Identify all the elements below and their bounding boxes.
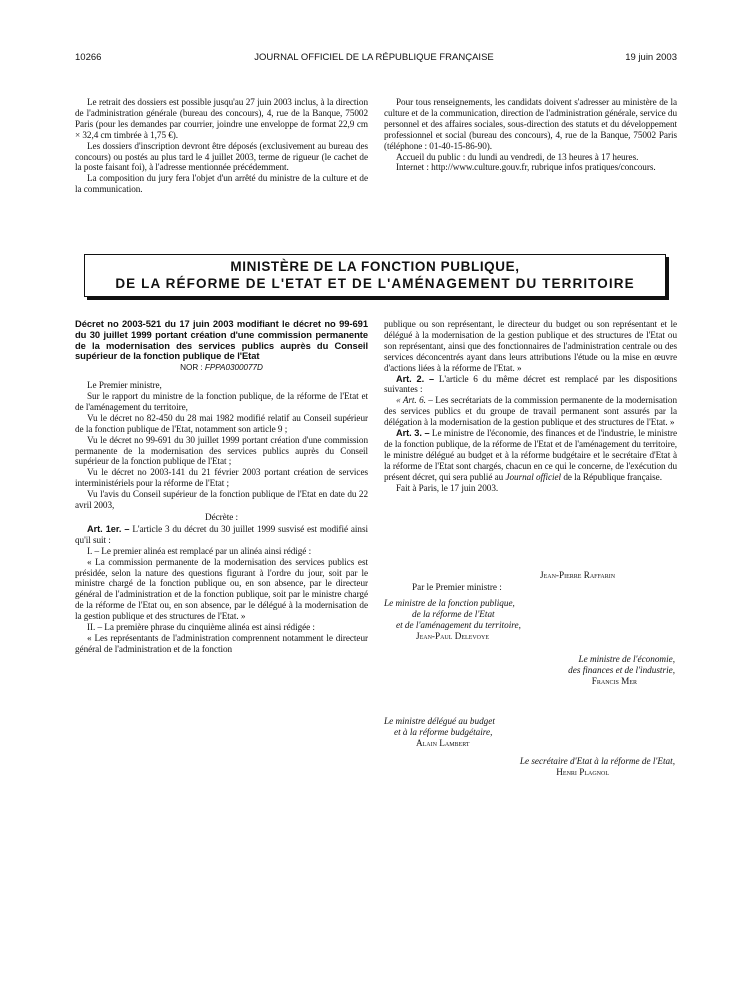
paragraph: Le retrait des dossiers est possible jusqu'au 27 juin 2003 inclus, à la direction de l'administration générale (bureau des concours), 4, rue de la Banque, 75002 Paris (pour les demandes par courrier, joindre une enveloppe de format 22,9 cm × 32,4 cm timbrée à 1,75 €). [75,97,368,140]
paragraph: La composition du jury fera l'objet d'un arrêté du ministre de la culture et de la communication. [75,173,368,195]
nor-label: NOR : [180,363,203,373]
paragraph: Internet : http://www.culture.gouv.fr, rubrique infos pratiques/concours. [396,162,656,173]
issue-date: 19 juin 2003 [625,52,677,63]
article-2-label: Art. 2. – [396,373,435,384]
signature-block-fonction-publique [384,598,521,642]
signature-block-budget [384,716,495,749]
visa: Vu le décret no 99-691 du 30 juillet 1999 portant création d'une commission permanente de la modernisation des services publics auprès du Conseil supérieur de la fonction publique de l'Etat ; [75,434,368,467]
decree-right-column [384,319,677,494]
article-2 [384,374,677,396]
journal-officiel-ref: Journal officiel [505,471,562,482]
journal-title: JOURNAL OFFICIEL DE LA RÉPUBLIQUE FRANÇAISE [254,52,494,63]
signatory-role: Le secrétaire d'Etat à la réforme de l'Etat, [519,756,675,766]
paragraph: « La commission permanente de la modernisation des services publics est présidée, selon la nature des questions figurant à l'ordre du jour, soit par le ministre chargé de la fonction publique ou, en son absence, par le directeur général de l'administration et de la fonction publique, soit par le ministre chargé de la réforme de l'Etat ou, en son absence, par le délégué à la modernisation de la gestion publique et des structures de l'Etat. » [75,556,368,622]
signatory-role: Le ministre de l'économie, [578,654,675,664]
signatory-role: de la réforme de l'Etat [412,608,495,619]
visa: Vu l'avis du Conseil supérieur de la fonction publique de l'Etat en date du 22 avril 2003, [75,489,368,511]
banner-line-2: DE LA RÉFORME DE L'ETAT ET DE L'AMÉNAGEMENT DU TERRITOIRE [115,276,635,291]
article-3-end: de la République française. [563,471,662,482]
page-number: 10266 [75,52,102,63]
top-right-column [384,97,677,173]
pm-by-line: Par le Premier ministre : [412,582,502,592]
article-6 [384,395,677,428]
signature-block-economie [534,654,675,687]
article-6-text: Les secrétariats de la commission permanente de la modernisation des services publics et du groupe de travail permanent sont assurés par la délégation à la modernisation de la gestion publique et des structures de l'Etat. » [384,395,677,428]
signatory-role: des finances et de l'industrie, [568,664,675,675]
pm-signature: Jean-Pierre Raffarin [540,570,616,580]
signatory-name: Alain Lambert [416,737,470,748]
signatory-name: Francis Mer [591,675,637,686]
signatory-role: et à la réforme budgétaire, [394,726,493,737]
signatory-role: Le ministre de la fonction publique, [384,598,515,608]
article-1-label: Art. 1er. – [87,523,130,534]
visa: Vu le décret no 2003-141 du 21 février 2003 portant création de services interministériels pour la réforme de l'Etat ; [75,467,368,489]
article-3 [384,428,677,483]
article-2-text: L'article 6 du même décret est remplacé par les dispositions suivantes : [384,373,677,395]
ministry-banner [84,254,666,297]
decree-title: Décret no 2003-521 du 17 juin 2003 modifiant le décret no 99-691 du 30 juillet 1999 portant création d'une commission permanente de la modernisation des services publics auprès du Conseil supérieur de la fonction publique de l'Etat [75,318,368,362]
decrete-heading: Décrète : [205,511,238,522]
paragraph: I. – Le premier alinéa est remplacé par un alinéa ainsi rédigé : [87,545,312,556]
article-3-label: Art. 3. – [396,428,430,439]
paragraph: « Les représentants de l'administration comprennent notamment le directeur général de l'administration et de la fonction [75,632,368,654]
decree-left-column [75,319,368,655]
signature-block-secretaire-etat [469,756,675,778]
paragraph: Accueil du public : du lundi au vendredi, de 13 heures à 17 heures. [396,151,639,162]
paragraph: Pour tous renseignements, les candidats doivent s'adresser au ministère de la culture et de la communication, direction de l'administration générale, service du personnel et des affaires sociales, sous-direction des statuts et du développement professionnel et social (bureau des concours), 4, rue de la Banque, 75002 Paris (téléphone : 01-40-15-86-90). [384,97,677,151]
signatory-role: Le ministre délégué au budget [384,716,495,726]
visa: Vu le décret no 82-450 du 28 mai 1982 modifié relatif au Conseil supérieur de la fonction publique de l'Etat, notamment son article 9 ; [75,412,368,434]
article-6-label: « Art. 6. – [396,395,433,406]
paragraph: II. – La première phrase du cinquième alinéa est ainsi rédigée : [87,622,315,633]
top-left-column [75,97,368,195]
banner-line-1: MINISTÈRE DE LA FONCTION PUBLIQUE, [230,259,520,274]
paragraph: Les dossiers d'inscription devront être déposés (exclusivement au bureau des concours) ou postés au plus tard le 4 juillet 2003, terme de rigueur (le cachet de la poste faisant foi), à l'adresse mentionnée précédemment. [75,140,368,173]
signatory-name: Henri Plagnol [556,766,609,777]
nor-reference [75,363,368,374]
article-1-text: L'article 3 du décret du 30 juillet 1999 susvisé est modifié ainsi qu'il suit : [75,523,369,545]
paragraph: publique ou son représentant, le directeur du budget ou son représentant et le délégué à la modernisation de la gestion publique et des structures de l'Etat ou son représentant, ainsi que des fonctionnaires de l'administration centrale ou des services déconcentrés ayant dans leurs attributions l'étude ou la mise en œuvre d'actions liées à la réforme de l'Etat. » [384,319,677,373]
signatory-role: et de l'aménagement du territoire, [396,619,521,630]
signatory-name: Jean-Paul Delevoye [416,630,489,641]
done-at-paris: Fait à Paris, le 17 juin 2003. [396,482,499,493]
nor-code: FPPA0300077D [204,363,263,373]
decree-intro: Le Premier ministre, [87,380,162,391]
article-3-text: Le ministre de l'économie, des finances et de l'industrie, le ministre de la fonction publique, de la réforme de l'Etat et de l'aménagement du territoire, le ministre délégué au budget et à la réforme budgétaire et le secrétaire d'Etat à la réforme de l'Etat sont chargés, chacun en ce qui le concerne, de l'exécution du présent décret, qui sera publié au [384,428,678,482]
article-1 [75,524,368,546]
visa: Sur le rapport du ministre de la fonction publique, de la réforme de l'Etat et de l'aménagement du territoire, [75,391,368,412]
